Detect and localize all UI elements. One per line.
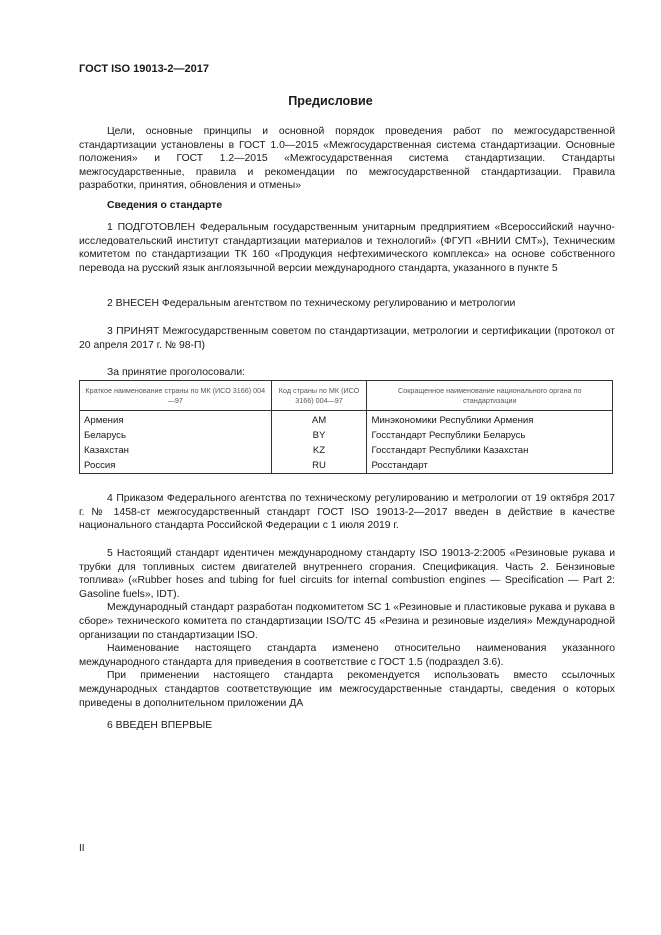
code-cell: AM: [271, 411, 367, 429]
item1-block: [79, 221, 615, 275]
item3-paragraph: 3 ПРИНЯТ Межгосударственным советом по стандартизации, метрологии и сертификации (протокол от 20 апреля 2017 г. № 98-П): [79, 326, 615, 351]
item5-paragraph-4: При применении настоящего стандарта рекомендуется использовать вместо ссылочных международных стандартов соответствующие им межгосударственные стандарты, сведения о которых приведены в дополнительном приложении ДА: [79, 670, 615, 709]
body-cell: Госстандарт Республики Беларусь: [367, 428, 613, 443]
table-header-body: Сокращенное наименование национального органа по стандартизации: [367, 381, 613, 411]
table-row: [80, 443, 613, 458]
item1-paragraph: 1 ПОДГОТОВЛЕН Федеральным государственным унитарным предприятием «Всероссийский научно-исследовательский институт стандартизации материалов и технологий» (ФГУП «ВНИИ СМТ»), Техническим комитетом по стандартизации ТК 160 «Продукция нефтехимического комплекса» на основе собственного перевода на русский язык англоязычной версии международного стандарта, указанного в пункте 5: [79, 222, 615, 274]
country-cell: Беларусь: [80, 428, 272, 443]
table-row: [80, 458, 613, 474]
country-cell: Россия: [80, 458, 272, 474]
country-cell: Казахстан: [80, 443, 272, 458]
item5-block: [79, 547, 615, 710]
code-cell: RU: [271, 458, 367, 474]
voting-table: [79, 380, 613, 474]
item3-block: [79, 325, 615, 352]
item5-paragraph-3: Наименование настоящего стандарта изменено относительно наименования указанного международного стандарта для приведения в соответствие с ГОСТ 1.5 (подраздел 3.6).: [79, 643, 615, 668]
body-cell: Минэкономики Республики Армения: [367, 411, 613, 429]
table-header-code: Код страны по МК (ИСО 3166) 004—97: [271, 381, 367, 411]
item5-paragraph: 5 Настоящий стандарт идентичен международному стандарту ISO 19013-2:2005 «Резиновые рукава и трубки для топливных систем двигателей внутреннего сгорания. Спецификация. Часть 2. Бензиновые топлива» («Rubber hoses and tubing for fuel circuits for internal combustion engines — Specification — Part 2: Gasoline fuels», IDT).: [79, 548, 615, 600]
table-row: [80, 428, 613, 443]
item6-block: [79, 719, 615, 733]
body-cell: Росстандарт: [367, 458, 613, 474]
code-cell: KZ: [271, 443, 367, 458]
item6-paragraph: 6 ВВЕДЕН ВПЕРВЫЕ: [107, 720, 213, 731]
item5-paragraph-2: Международный стандарт разработан подкомитетом SC 1 «Резиновые и пластиковые рукава и рукава в сборе» технического комитета по стандартизации ISO/TC 45 «Резина и резиновые изделия» Международной организации по стандартизации ISO.: [79, 602, 615, 641]
item4-paragraph: 4 Приказом Федерального агентства по техническому регулированию и метрологии от 19 октября 2017 г. № 1458-ст межгосударственный стандарт ГОСТ ISO 19013-2—2017 введен в действие в качестве национального стандарта Российской Федерации с 1 июля 2019 г.: [79, 493, 615, 532]
vote-label: За принятие проголосовали:: [107, 367, 246, 378]
intro-paragraph: Цели, основные принципы и основной порядок проведения работ по межгосударственной стандартизации установлены в ГОСТ 1.0—2015 «Межгосударственная система стандартизации. Основные положения» и ГОСТ 1.2—2015 «Межгосударственная система стандартизации. Стандарты межгосударственные, правила и рекомендации по межгосударственной стандартизации. Правила разработки, принятия, обновления и отмены»: [79, 126, 615, 192]
table-header-row: [80, 381, 613, 411]
table-header-country: Краткое наименование страны по МК (ИСО 3166) 004—97: [80, 381, 272, 411]
country-cell: Армения: [80, 411, 272, 429]
item4-block: [79, 492, 615, 533]
body-cell: Госстандарт Республики Казахстан: [367, 443, 613, 458]
table-row: [80, 411, 613, 429]
vote-block: [79, 366, 615, 380]
page-number: II: [79, 843, 85, 854]
item2-block: [79, 297, 615, 311]
item2-paragraph: 2 ВНЕСЕН Федеральным агентством по техническому регулированию и метрологии: [107, 298, 516, 309]
page-title: Предисловие: [288, 94, 373, 108]
document-header: ГОСТ ISO 19013-2—2017: [79, 63, 209, 75]
section-title: Сведения о стандарте: [107, 200, 223, 211]
code-cell: BY: [271, 428, 367, 443]
intro-block: [79, 125, 615, 193]
